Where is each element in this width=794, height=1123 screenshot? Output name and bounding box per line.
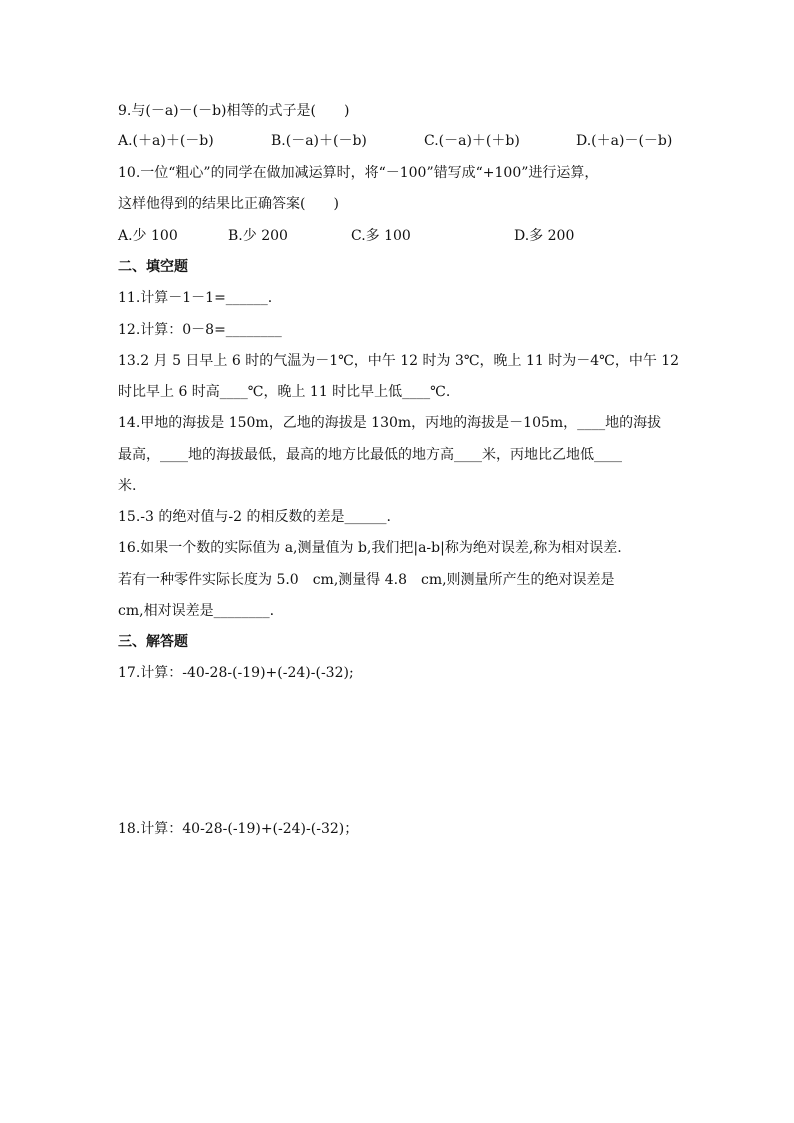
- question-13-line-2: 时比早上 6 时高____℃，晚上 11 时比早上低____℃.: [118, 384, 451, 400]
- question-14-line-2: 最高，____地的海拔最低，最高的地方比最低的地方高____米，丙地比乙地低____: [118, 447, 622, 463]
- question-11: 11.计算－1－1=______.: [118, 290, 273, 306]
- question-13-line-1: 13.2 月 5 日早上 6 时的气温为－1℃，中午 12 时为 3℃，晚上 11 时为－4℃，中午 12: [118, 353, 680, 369]
- question-10-option-c: C.多 100: [351, 228, 411, 244]
- question-9-options: [118, 131, 718, 151]
- question-17: 17.计算：-40-28-(-19)+(-24)-(-32);: [118, 665, 354, 681]
- question-10-line-2: 这样他得到的结果比正确答案( ): [118, 196, 339, 212]
- question-10-option-d: D.多 200: [514, 228, 575, 244]
- question-18: 18.计算：40-28-(-19)+(-24)-(-32)；: [118, 821, 359, 837]
- question-10-line-1: 10.一位“粗心”的同学在做加减运算时，将“－100”错写成“+100”进行运算，: [118, 165, 599, 181]
- question-10-option-b: B.少 200: [228, 228, 288, 244]
- question-9-option-b: B.(－a)＋(－b): [271, 133, 367, 149]
- question-14-line-3: 米.: [118, 478, 137, 494]
- question-16-line-1: 16.如果一个数的实际值为 a,测量值为 b,我们把|a-b|称为绝对误差,称为相对误差.: [118, 540, 622, 556]
- section-heading-fill-blank: 二、填空题: [118, 259, 188, 275]
- question-16-line-3: cm,相对误差是________.: [118, 603, 275, 619]
- section-heading-solve: 三、解答题: [118, 634, 188, 650]
- question-9-option-a: A.(＋a)＋(－b): [118, 133, 214, 149]
- question-9-stem: 9.与(－a)－(－b)相等的式子是( ): [118, 103, 350, 119]
- question-9-option-c: C.(－a)＋(＋b): [424, 133, 520, 149]
- question-14-line-1: 14.甲地的海拔是 150m，乙地的海拔是 130m，丙地的海拔是－105m，____地的海拔: [118, 415, 662, 431]
- question-9-option-d: D.(＋a)－(－b): [576, 133, 673, 149]
- question-16-line-2: 若有一种零件实际长度为 5.0 cm,测量得 4.8 cm,则测量所产生的绝对误差是: [118, 572, 615, 588]
- question-15: 15.-3 的绝对值与-2 的相反数的差是______.: [118, 509, 391, 525]
- question-12: 12.计算：0－8=________: [118, 322, 282, 338]
- question-10-option-a: A.少 100: [118, 228, 178, 244]
- question-10-options: [118, 226, 718, 246]
